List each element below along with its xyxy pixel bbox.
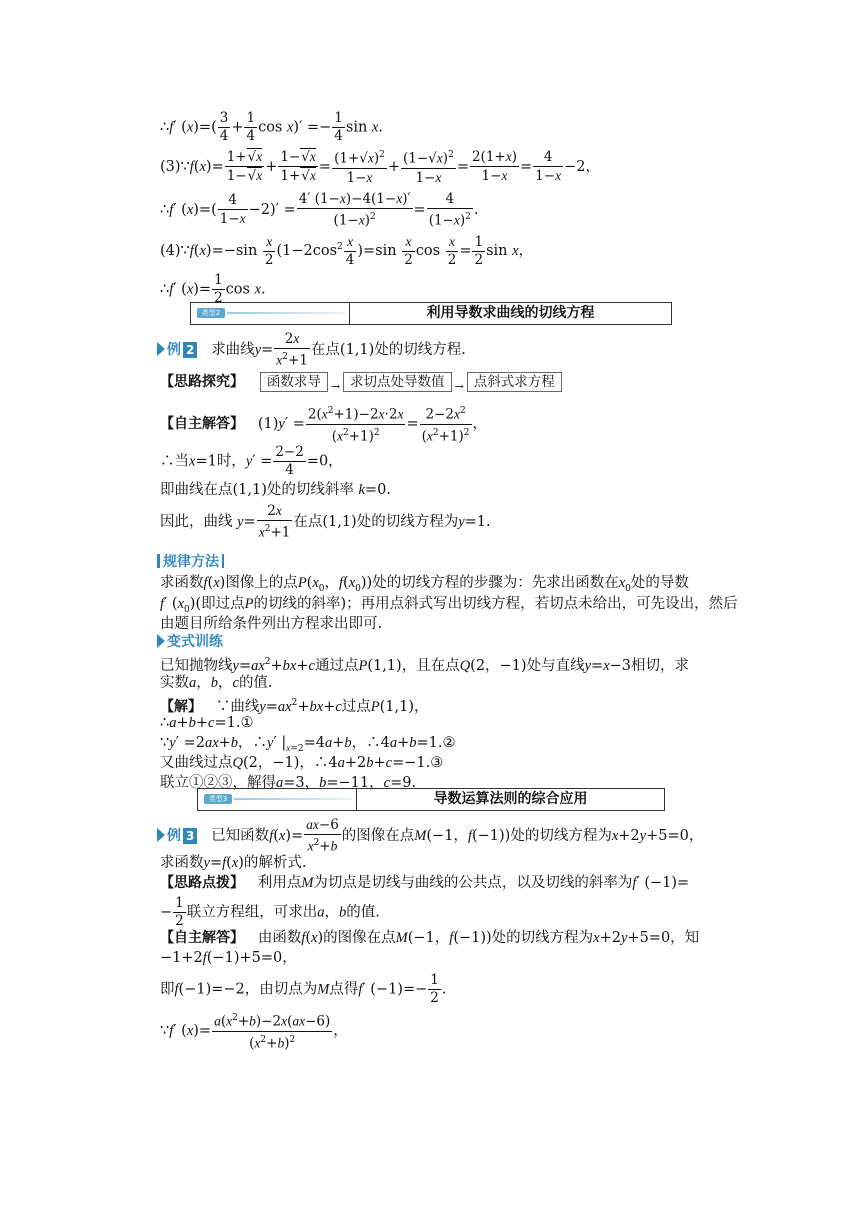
derivation-line-1: ∴f′ (x)=( $\frac{3}{4}$ + $\frac{1}{4}$ cos x)′ =− $\frac{1}{4}$ sin x. (160, 110, 383, 144)
method-line-2: f′ $(x_0)$(即过点P的切线的斜率)；再用点斜式写出切线方程，若切点未给出，可先设出，然后 (160, 596, 738, 615)
answer-3-line-3: 即f(−1)=−2，由切点为M点得f′ (−1)=− $\frac{1}{2}$ . (160, 972, 447, 1006)
variation-solution-2: ∴a+b+c=1.① (160, 715, 254, 731)
derivation-line-4: ∴f′ (x)=( $\frac{4}{1-x}$ −2)′ = $\frac{4' (1-x)-4(1-x)'}{(1-x)^2}$ = $\frac{4}{(1-x)^2}$ . (160, 190, 479, 229)
section-tag-label: 类型2 (197, 308, 225, 318)
example-2-badge: 例 2 (157, 340, 197, 360)
example-3-badge: 例 3 (157, 826, 197, 846)
flow-step-3: 点斜式求方程 (467, 372, 562, 392)
flow-step-2: 求切点处导数值 (343, 372, 452, 392)
answer-3-line-1: 【自主解答】 由函数f(x)的图像在点M(−1，f(−1))处的切线方程为x+2y+5=0，知 (160, 930, 700, 946)
bar-icon (222, 554, 224, 568)
derivation-line-5: (4)∵f(x)=−sin $\frac{x}{2}$ ($1-2\cos^2$ $\frac{x}{4}$ )=sin $\frac{x}{2}$ cos $\frac{x}{2}$ = $\frac{1}{2}$ sin x， (160, 233, 534, 268)
approach-flow: 【思路探究】 函数求导 → 求切点处导数值 → 点斜式求方程 (160, 372, 564, 397)
solution-2-line-3: 即曲线在点(1,1)处的切线斜率 k=0. (160, 482, 391, 498)
flow-step-1: 函数求导 (260, 372, 328, 392)
answer-3-line-2: −1+2f(−1)+5=0， (160, 950, 297, 966)
example-3-question: 例 3 已知函数f(x)= $\frac{ax-6}{x^2+b}$ 的图像在点M(−1，f(−1))处的切线方程为x+2y+5=0， (157, 816, 703, 856)
method-heading: 规律方法 (157, 552, 224, 572)
section-header-type-2 (190, 302, 672, 325)
section-tag (191, 303, 350, 324)
answer-3-line-4: ∵f′ (x)= $\frac{a(x^2+b)-2x(ax-6)}{(x^2+b)^2}$ ， (160, 1010, 348, 1052)
section-tag-line (227, 312, 345, 314)
solution-2-line-4: 因此，曲线 y= $\frac{2x}{x^2+1}$ 在点(1,1)处的切线方程为y=1. (160, 503, 491, 541)
derivation-line-3: (3)∵f(x)= $\frac{1+√x}{1-√x}$ + $\frac{1-√x}{1+√x}$ = $\frac{(1+√x)^2}{1-x}$ + $\frac{(1-√x)^2}{1-x}$ = $\frac{2(1+x)}{1-x}$ = $\frac{4}{1-x}$ −2， (160, 148, 600, 186)
method-line-3: 由题目所给条件列出方程求出即可. (160, 616, 383, 632)
variation-line-1: 已知抛物线$y=ax^2+bx+c$通过点P(1,1)，且在点Q(2，−1)处与直线y=x−3相切，求 (160, 657, 689, 674)
triangle-icon (157, 634, 165, 648)
variation-solution-3: ∵y′ =2ax+b，∴y′ $|_{x=2}=4a+b$，∴4a+b=1.② (160, 735, 456, 754)
solution-2-line-1: 【自主解答】 (1)y′ = $\frac{2(x^2+1)-2x\cdot 2x}{(x^2+1)^2}$ = $\frac{2-2x^2}{(x^2+1)^2}$ ， (160, 403, 487, 445)
variation-heading: 变式训练 (157, 632, 223, 652)
variation-solution-1: 【解】 ∵曲线$y=ax^2+bx+c$过点P(1,1)， (160, 698, 429, 715)
variation-line-2: 实数a，b，c的值. (160, 675, 273, 691)
example-2-question: 例 2 求曲线y= $\frac{2x}{x^2+1}$ 在点(1,1)处的切线方程. (157, 330, 466, 370)
derivation-line-6: ∴f′ (x)= $\frac{1}{2}$ cos x. (160, 272, 266, 306)
bar-icon (157, 554, 160, 568)
example-3-question-2: 求函数y=f(x)的解析式. (160, 855, 307, 871)
hint-line-2: − $\frac{1}{2}$ 联立方程组，可求出a，b的值. (160, 895, 380, 929)
section-title: 利用导数求曲线的切线方程 (426, 305, 595, 321)
variation-solution-4: 又曲线过点Q(2，−1)，∴4a+2b+c=−1.③ (160, 755, 444, 771)
arrow-right-icon: → (330, 380, 341, 393)
section-tag (198, 789, 357, 810)
section-tag-line (234, 798, 352, 800)
triangle-icon (157, 828, 165, 842)
section-title: 导数运算法则的综合应用 (433, 791, 588, 807)
hint-line-1: 【思路点拨】 利用点M为切点是切线与曲线的公共点，以及切线的斜率为f′ (−1)= (160, 875, 690, 891)
method-line-1: 求函数f(x)图像上的点$P(x_0$，$f(x_0)$)处的切线方程的步骤为：先求出函数在$x_0$处的导数 (160, 575, 689, 594)
solution-2-line-2: ∴当x=1时，y′ = $\frac{2-2}{4}$ =0， (160, 444, 343, 478)
variation-solution-5: 联立①②③，解得a=3，b=−11，c=9. (160, 775, 417, 791)
triangle-icon (157, 342, 165, 356)
section-header-type-3 (197, 788, 665, 811)
section-tag-label: 类型3 (204, 794, 232, 804)
arrow-right-icon: → (454, 380, 464, 393)
